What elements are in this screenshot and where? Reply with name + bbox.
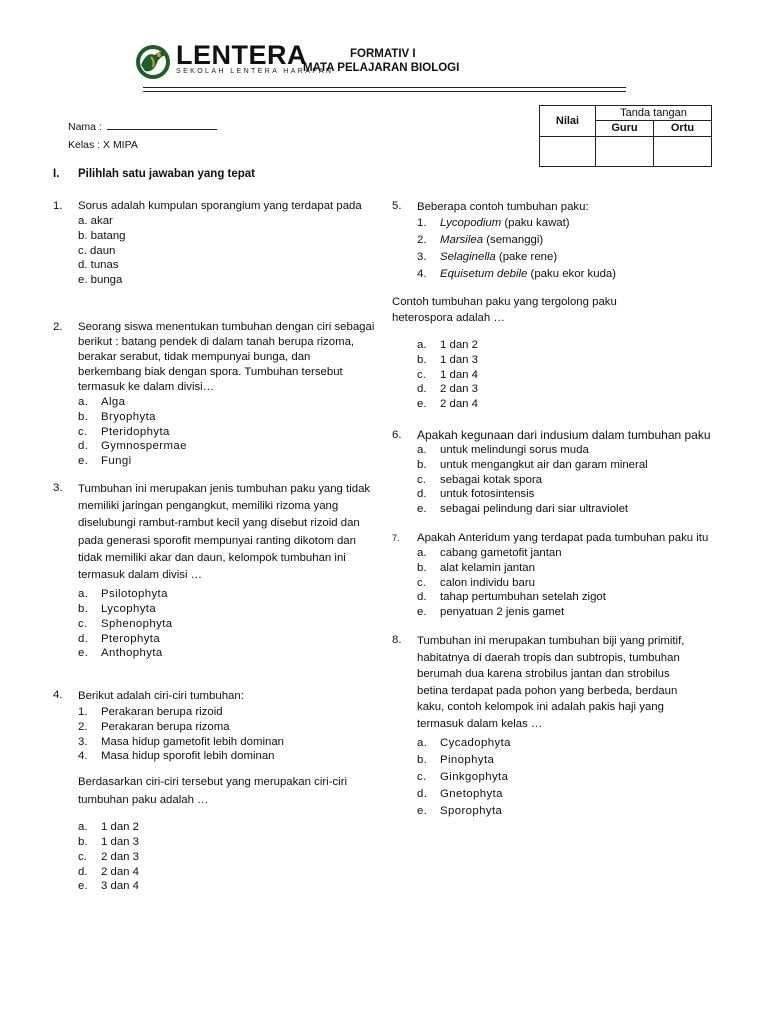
- species-name: Lycopodium: [440, 217, 502, 229]
- option-text: Cycadophyta: [440, 736, 511, 749]
- option-letter: d.: [78, 440, 89, 453]
- option[interactable]: [417, 735, 712, 752]
- score-cell[interactable]: [540, 136, 596, 166]
- criteria-number: 3.: [78, 735, 88, 748]
- option-list: [417, 546, 712, 620]
- option-text: 1 dan 2: [101, 821, 140, 834]
- option-text: 1 dan 4: [440, 368, 479, 381]
- option[interactable]: [78, 617, 375, 632]
- option-letter: a.: [78, 588, 89, 601]
- section-heading: [53, 167, 255, 182]
- name-label: Nama :: [68, 121, 102, 133]
- option-text: 2 dan 3: [101, 850, 140, 863]
- option[interactable]: [417, 338, 712, 353]
- option-letter: c.: [78, 425, 88, 438]
- option-text: untuk melindungi sorus muda: [440, 443, 589, 456]
- parent-signature-cell[interactable]: [654, 136, 712, 166]
- left-column: [53, 199, 375, 894]
- question-number: 7.: [392, 532, 400, 543]
- example-number: 2.: [417, 234, 427, 246]
- header-divider: [143, 87, 626, 88]
- question-3: [53, 481, 375, 688]
- example-number: 3.: [417, 251, 427, 263]
- option-text: 2 dan 4: [440, 398, 479, 411]
- option-letter: b.: [417, 561, 427, 574]
- question-followup: Contoh tumbuhan paku yang tergolong paku heterospora adalah …: [392, 296, 617, 324]
- question-text: Sorus adalah kumpulan sporangium yang terdapat pada: [78, 200, 362, 212]
- option-letter: c.: [417, 473, 426, 486]
- question-text: Apakah kegunaan dari indusium dalam tumbuhan paku: [417, 427, 711, 442]
- option-letter: a.: [417, 736, 428, 749]
- option-text: 2 dan 3: [440, 383, 479, 396]
- option-letter: e.: [78, 880, 88, 893]
- option-text: 3 dan 4: [101, 880, 140, 893]
- criteria-number: 4.: [78, 750, 88, 763]
- option[interactable]: [78, 587, 375, 602]
- option-letter: b.: [417, 753, 428, 766]
- score-signature-table: [539, 105, 712, 167]
- option-text: alat kelamin jantan: [440, 561, 535, 574]
- option-text: calon individu baru: [440, 576, 535, 589]
- option[interactable]: [417, 473, 712, 488]
- right-column: [392, 199, 712, 820]
- option-letter: a.: [417, 339, 427, 351]
- common-name: (semanggi): [483, 234, 544, 246]
- criteria-number: 2.: [78, 720, 88, 733]
- option[interactable]: [78, 454, 375, 469]
- criteria-text: Perakaran berupa rizoma: [101, 720, 230, 733]
- option-letter: d.: [417, 383, 427, 396]
- school-logo-emblem: [133, 43, 173, 81]
- option-text: Lycophyta: [101, 603, 157, 616]
- parent-header: Ortu: [654, 121, 712, 136]
- example-item: [417, 232, 712, 249]
- option-letter: e.: [417, 606, 427, 619]
- option-letter: b.: [417, 353, 427, 366]
- option-letter: a.: [78, 821, 88, 834]
- criteria-number: 1.: [78, 706, 88, 718]
- common-name: (pake rene): [495, 251, 558, 263]
- option[interactable]: [417, 487, 712, 502]
- criteria-item: [78, 735, 375, 750]
- option-letter: d.: [417, 488, 427, 501]
- option[interactable]: [417, 590, 712, 605]
- question-number: 5.: [392, 200, 402, 212]
- option-text: Anthophyta: [101, 647, 163, 660]
- option[interactable]: [417, 546, 712, 561]
- option[interactable]: [417, 786, 712, 803]
- option-text: sebagai pelindung dari siar ultraviolet: [440, 503, 629, 516]
- option[interactable]: a. akar: [78, 215, 113, 227]
- criteria-text: Masa hidup gametofit lebih dominan: [101, 735, 284, 748]
- document-subtitle: MATA PELAJARAN BIOLOGI: [303, 62, 460, 74]
- question-number: 8.: [392, 633, 402, 646]
- option[interactable]: b. batang: [78, 229, 126, 242]
- example-number: 4.: [417, 268, 427, 280]
- question-followup: Berdasarkan ciri-ciri tersebut yang merupakan ciri-ciri tumbuhan paku adalah …: [78, 776, 348, 807]
- option-letter: e.: [417, 804, 428, 817]
- option-text: Ginkgophyta: [440, 770, 509, 783]
- option-letter: a.: [78, 396, 89, 408]
- option-letter: b.: [78, 410, 89, 423]
- option[interactable]: [78, 632, 375, 647]
- option-text: untuk mengangkut air dan garam mineral: [440, 458, 648, 471]
- common-name: (paku kawat): [501, 217, 570, 229]
- option[interactable]: [78, 865, 375, 880]
- brand-subtitle: SEKOLAH LENTERA HARAPAN: [176, 68, 334, 75]
- teacher-signature-cell[interactable]: [596, 136, 654, 166]
- option-letter: d.: [417, 591, 427, 604]
- option-list: [417, 443, 712, 517]
- common-name: (paku ekor kuda): [527, 268, 617, 280]
- question-8: [392, 633, 712, 820]
- option[interactable]: [417, 458, 712, 473]
- option-text: penyatuan 2 jenis gamet: [440, 606, 565, 619]
- criteria-item: [78, 720, 375, 735]
- option-letter: c.: [78, 850, 87, 863]
- option-text: Psilotophyta: [101, 588, 168, 601]
- example-item: [417, 215, 712, 232]
- option-letter: b.: [78, 835, 88, 848]
- option-list: [392, 338, 712, 412]
- question-number: 6.: [392, 428, 402, 441]
- criteria-item: [78, 749, 375, 764]
- criteria-list: [78, 705, 375, 764]
- option-text: Sporophyta: [440, 804, 503, 817]
- option[interactable]: [78, 439, 375, 454]
- option-text: 1 dan 2: [440, 339, 479, 351]
- species-name: Marsilea: [440, 234, 484, 246]
- brand-name: LENTERA: [176, 40, 307, 70]
- name-blank-line[interactable]: [107, 120, 217, 130]
- option-letter: d.: [78, 865, 88, 878]
- option-text: 2 dan 4: [101, 865, 140, 878]
- option[interactable]: [78, 646, 375, 661]
- question-text: Tumbuhan ini merupakan jenis tumbuhan paku yang tidak memiliki jaringan pengangkut, memiliki rizoma yang diselubungi rambut-rambut kecil yang disebut rizoid dan pada generasi sporofit mempunyai ranting dikotom dan tidak memiliki akar dan daun, kelompok tumbuhan ini termasuk dalam divisi …: [78, 483, 371, 582]
- option[interactable]: [78, 602, 375, 617]
- option-list: [78, 214, 375, 288]
- document-title: FORMATIV I: [350, 48, 416, 60]
- example-item: [417, 266, 712, 283]
- option-letter: a.: [417, 546, 427, 559]
- option-letter: e.: [78, 647, 89, 660]
- option-letter: c.: [417, 576, 426, 589]
- question-2: [53, 320, 375, 481]
- class-label: Kelas : X MIPA: [68, 139, 138, 151]
- option-text: Pinophyta: [440, 753, 495, 766]
- criteria-text: Perakaran berupa rizoid: [101, 706, 223, 718]
- section-title: Pilihlah satu jawaban yang tepat: [78, 168, 256, 180]
- question-text: Berikut adalah ciri-ciri tumbuhan:: [78, 690, 244, 702]
- option[interactable]: [417, 353, 712, 368]
- option[interactable]: [78, 835, 375, 850]
- section-number: I.: [53, 168, 60, 180]
- question-5: [392, 199, 712, 283]
- option-letter: d.: [78, 632, 89, 645]
- example-list: [417, 215, 712, 283]
- option-text: Sphenophyta: [101, 617, 173, 630]
- option-letter: e.: [417, 398, 427, 411]
- option[interactable]: e. bunga: [78, 274, 123, 287]
- question-number: 2.: [53, 321, 63, 333]
- option-text: Pterophyta: [101, 632, 161, 645]
- option-letter: a.: [417, 443, 427, 456]
- option[interactable]: [78, 395, 375, 410]
- option[interactable]: [78, 850, 375, 865]
- option[interactable]: [78, 410, 375, 425]
- option[interactable]: [417, 605, 712, 620]
- option-text: Pteridophyta: [101, 425, 170, 438]
- question-1: [53, 199, 375, 320]
- option-text: 1 dan 3: [440, 353, 479, 366]
- option[interactable]: d. tunas: [78, 259, 119, 272]
- question-number: 4.: [53, 689, 63, 701]
- option[interactable]: [417, 752, 712, 769]
- option-text: Gnetophyta: [440, 787, 503, 800]
- option-letter: b.: [417, 458, 427, 471]
- option[interactable]: [417, 443, 712, 458]
- option[interactable]: [417, 368, 712, 383]
- option-list: [78, 820, 375, 894]
- option-letter: e.: [78, 455, 89, 468]
- question-6: [392, 428, 712, 517]
- question-number: 1.: [53, 200, 63, 212]
- score-header: Nilai: [540, 106, 596, 137]
- question-text: Apakah Anteridum yang terdapat pada tumbuhan paku itu: [417, 531, 709, 544]
- option[interactable]: [417, 769, 712, 786]
- option-text: Bryophyta: [101, 410, 156, 423]
- option[interactable]: [78, 879, 375, 894]
- option-list: [78, 587, 375, 661]
- teacher-header: Guru: [596, 121, 654, 136]
- option-text: untuk fotosintensis: [440, 488, 535, 501]
- option[interactable]: [417, 502, 712, 517]
- option[interactable]: [417, 561, 712, 576]
- option-list: [78, 395, 375, 469]
- question-text: Tumbuhan ini merupakan tumbuhan biji yang primitif, habitatnya di daerah tropis dan subtropis, tumbuhan berumah dua karena strobilus jantan dan strobilus betina terdapat pada pohon yang berbeda, berdaun kaku, contoh kelompok ini adalah pakis haji yang termasuk dalam kelas …: [417, 634, 685, 730]
- species-name: Equisetum debile: [440, 268, 528, 280]
- criteria-item: [78, 705, 375, 720]
- option-text: Gymnospermae: [101, 440, 187, 453]
- option-text: Fungi: [101, 455, 132, 468]
- name-field: [68, 120, 217, 135]
- option-text: 1 dan 3: [101, 835, 140, 848]
- question-number: 3.: [53, 482, 63, 494]
- option[interactable]: c. daun: [78, 244, 116, 257]
- question-7: [392, 531, 712, 620]
- option[interactable]: [417, 382, 712, 397]
- option-text: cabang gametofit jantan: [440, 546, 562, 559]
- option-letter: c.: [417, 770, 427, 783]
- question-text: Beberapa contoh tumbuhan paku:: [417, 201, 589, 213]
- option-text: tahap pertumbuhan setelah zigot: [440, 591, 606, 604]
- example-number: 1.: [417, 217, 427, 229]
- example-item: [417, 249, 712, 266]
- option-text: Alga: [101, 396, 126, 408]
- option[interactable]: [417, 576, 712, 591]
- option-letter: d.: [417, 787, 428, 800]
- option-letter: b.: [78, 603, 89, 616]
- option-letter: c.: [78, 617, 88, 630]
- option-text: sebagai kotak spora: [440, 473, 542, 486]
- option[interactable]: [417, 397, 712, 412]
- signature-header: Tanda tangan: [596, 106, 712, 121]
- option[interactable]: [417, 803, 712, 820]
- header-divider-secondary: [143, 91, 626, 92]
- criteria-text: Masa hidup sporofit lebih dominan: [101, 750, 275, 763]
- option-letter: c.: [417, 368, 426, 381]
- question-text: Seorang siswa menentukan tumbuhan dengan ciri sebagai berikut : batang pendek di dalam tanah berupa rizoma, berakar serabut, tidak mempunyai bunga, dan berkembang biak dengan spora. Tumbuhan tersebut termasuk ke dalam divisi…: [78, 321, 375, 393]
- species-name: Selaginella: [440, 251, 496, 263]
- option-list: [417, 735, 712, 820]
- option[interactable]: [78, 425, 375, 440]
- option[interactable]: [78, 820, 375, 835]
- option-letter: e.: [417, 503, 427, 516]
- question-4: [53, 688, 375, 894]
